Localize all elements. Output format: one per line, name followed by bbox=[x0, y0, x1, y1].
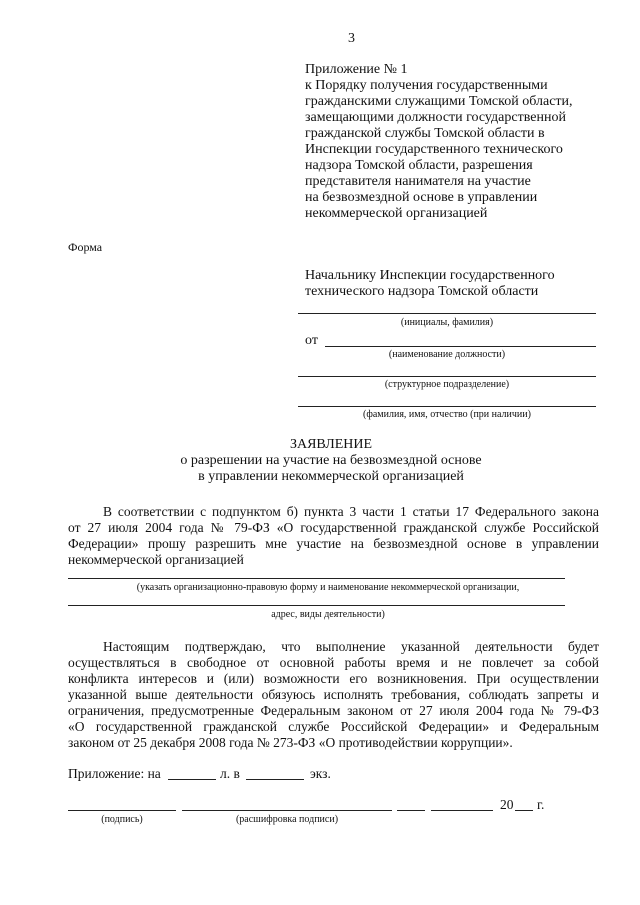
appendix-line: представителя нанимателя на участие bbox=[305, 174, 531, 189]
addressee-line-1: Начальнику Инспекции государственного bbox=[305, 268, 555, 283]
paragraph-confirmation-line-3: конфликта интересов и (или) возможности его возникновения. При осуществлении bbox=[68, 671, 599, 686]
division-field-line[interactable] bbox=[298, 376, 596, 377]
appendix-line: Инспекции государственного технического bbox=[305, 142, 563, 157]
organization-field-line-1[interactable] bbox=[68, 578, 565, 579]
organization-hint-2: адрес, виды деятельности) bbox=[271, 609, 385, 620]
paragraph-confirmation-line-7: законом от 25 декабря 2008 года № 273-ФЗ «О противодействии коррупции». bbox=[68, 735, 513, 750]
initials-field-line[interactable] bbox=[298, 313, 596, 314]
signature-field[interactable] bbox=[68, 810, 176, 811]
signature-decode-hint: (расшифровка подписи) bbox=[235, 814, 339, 825]
initials-hint: (инициалы, фамилия) bbox=[400, 317, 494, 328]
organization-hint-1: (указать организационно-правовую форму и наименование некоммерческой организации, bbox=[136, 582, 520, 593]
date-year-field[interactable] bbox=[515, 810, 533, 811]
signature-decode-field[interactable] bbox=[182, 810, 392, 811]
addressee-block bbox=[305, 268, 605, 300]
attachment-sheets-label: л. в bbox=[220, 766, 240, 781]
page-number: 3 bbox=[348, 31, 355, 46]
signature-hint: (подпись) bbox=[101, 814, 143, 825]
appendix-title: Приложение № 1 bbox=[305, 62, 408, 77]
attachment-sheets-field[interactable] bbox=[168, 779, 216, 780]
appendix-lines bbox=[305, 78, 605, 222]
attachment-label: Приложение: на bbox=[68, 766, 161, 781]
paragraph-confirmation bbox=[68, 639, 599, 751]
fullname-field-line[interactable] bbox=[298, 406, 596, 407]
position-field-line[interactable] bbox=[325, 346, 596, 347]
addressee-line-2: технического надзора Томской области bbox=[305, 284, 539, 299]
appendix-block bbox=[305, 62, 605, 222]
statement-subtitle-2: в управлении некоммерческой организацией bbox=[198, 469, 464, 484]
appendix-line: на безвозмездной основе в управлении bbox=[305, 190, 538, 205]
paragraph-confirmation-line-4: указанной выше деятельности обязуюсь исполнять требования, соблюдать запреты и bbox=[68, 687, 599, 702]
paragraph-request-line-2: от 27 июля 2004 года № 79-ФЗ «О государственной гражданской службе Российской bbox=[68, 520, 599, 535]
date-day-field[interactable] bbox=[397, 810, 425, 811]
appendix-line: гражданскими служащими Томской области, bbox=[305, 94, 573, 109]
date-month-field[interactable] bbox=[431, 810, 493, 811]
attachment-copies-label: экз. bbox=[310, 766, 331, 781]
appendix-line: некоммерческой организацией bbox=[305, 206, 488, 221]
form-label: Форма bbox=[68, 240, 103, 254]
appendix-line: надзора Томской области, разрешения bbox=[305, 158, 533, 173]
paragraph-request-line-1: В соответствии с подпунктом б) пункта 3 части 1 статьи 17 Федерального закона bbox=[103, 504, 599, 519]
division-hint: (структурное подразделение) bbox=[384, 379, 510, 390]
appendix-line: к Порядку получения государственными bbox=[305, 78, 548, 93]
paragraph-request-line-3: Федерации» прошу разрешить мне участие на безвозмездной основе в управлении bbox=[68, 536, 599, 551]
paragraph-confirmation-line-5: ограничения, предусмотренные Федеральным законом от 27 июля 2004 года № 79-ФЗ bbox=[68, 703, 599, 718]
attachment-copies-field[interactable] bbox=[246, 779, 304, 780]
organization-field-line-2[interactable] bbox=[68, 605, 565, 606]
paragraph-confirmation-line-2: осуществляться в свободное от основной работы время и не повлечет за собой bbox=[68, 655, 599, 670]
appendix-line: замещающими должности государственной bbox=[305, 110, 566, 125]
paragraph-confirmation-line-1: Настоящим подтверждаю, что выполнение указанной деятельности будет bbox=[103, 639, 599, 654]
statement-heading bbox=[68, 437, 594, 485]
appendix-line: гражданской службы Томской области в bbox=[305, 126, 545, 141]
fullname-hint: (фамилия, имя, отчество (при наличии) bbox=[363, 409, 531, 420]
paragraph-request bbox=[68, 504, 599, 568]
statement-title: ЗАЯВЛЕНИЕ bbox=[289, 437, 373, 452]
from-label: от bbox=[305, 333, 318, 348]
paragraph-request-line-4: некоммерческой организацией bbox=[68, 552, 244, 567]
statement-subtitle-1: о разрешении на участие на безвозмездной основе bbox=[180, 453, 482, 468]
date-year-prefix: 20 bbox=[500, 797, 514, 812]
position-hint: (наименование должности) bbox=[388, 349, 506, 360]
paragraph-confirmation-line-6: «О государственной гражданской службе Российской Федерации» и Федеральным bbox=[68, 719, 599, 734]
date-year-suffix: г. bbox=[537, 797, 545, 812]
